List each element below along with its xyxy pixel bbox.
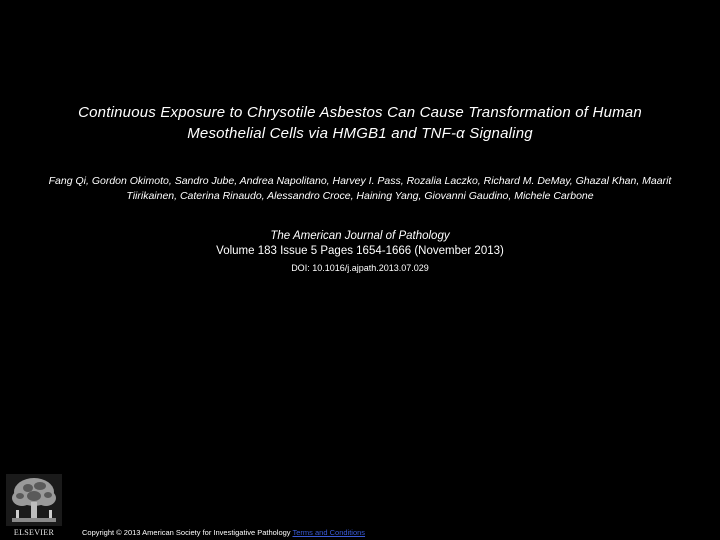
copyright-text: Copyright © 2013 American Society for Investigative Pathology xyxy=(82,528,293,537)
publisher-logo-text: ELSEVIER xyxy=(13,528,55,537)
article-title-line-2: Mesothelial Cells via HMGB1 and TNF-α Signaling xyxy=(187,125,533,142)
journal-name: The American Journal of Pathology xyxy=(270,230,450,242)
article-title-line-1: Continuous Exposure to Chrysotile Asbestos Can Cause Transformation of Human xyxy=(78,104,642,121)
copyright-notice xyxy=(82,528,365,537)
journal-volume: Volume 183 Issue 5 Pages 1654-1666 (November 2013) xyxy=(216,245,504,257)
author-list-line-1: Fang Qi, Gordon Okimoto, Sandro Jube, Andrea Napolitano, Harvey I. Pass, Rozalia Laczko, Richard M. DeMay, Ghazal Khan, Maarit xyxy=(48,175,672,187)
author-list xyxy=(20,174,700,204)
doi: DOI: 10.1016/j.ajpath.2013.07.029 xyxy=(291,263,429,273)
elsevier-tree-icon xyxy=(6,474,62,526)
elsevier-logo xyxy=(6,474,62,536)
terms-and-conditions-link[interactable]: Terms and Conditions xyxy=(292,528,366,537)
article-title xyxy=(40,102,680,144)
author-list-line-2: Tiirikainen, Caterina Rinaudo, Alessandro Croce, Haining Yang, Giovanni Gaudino, Michele Carbone xyxy=(126,190,594,202)
journal-info xyxy=(60,229,660,259)
